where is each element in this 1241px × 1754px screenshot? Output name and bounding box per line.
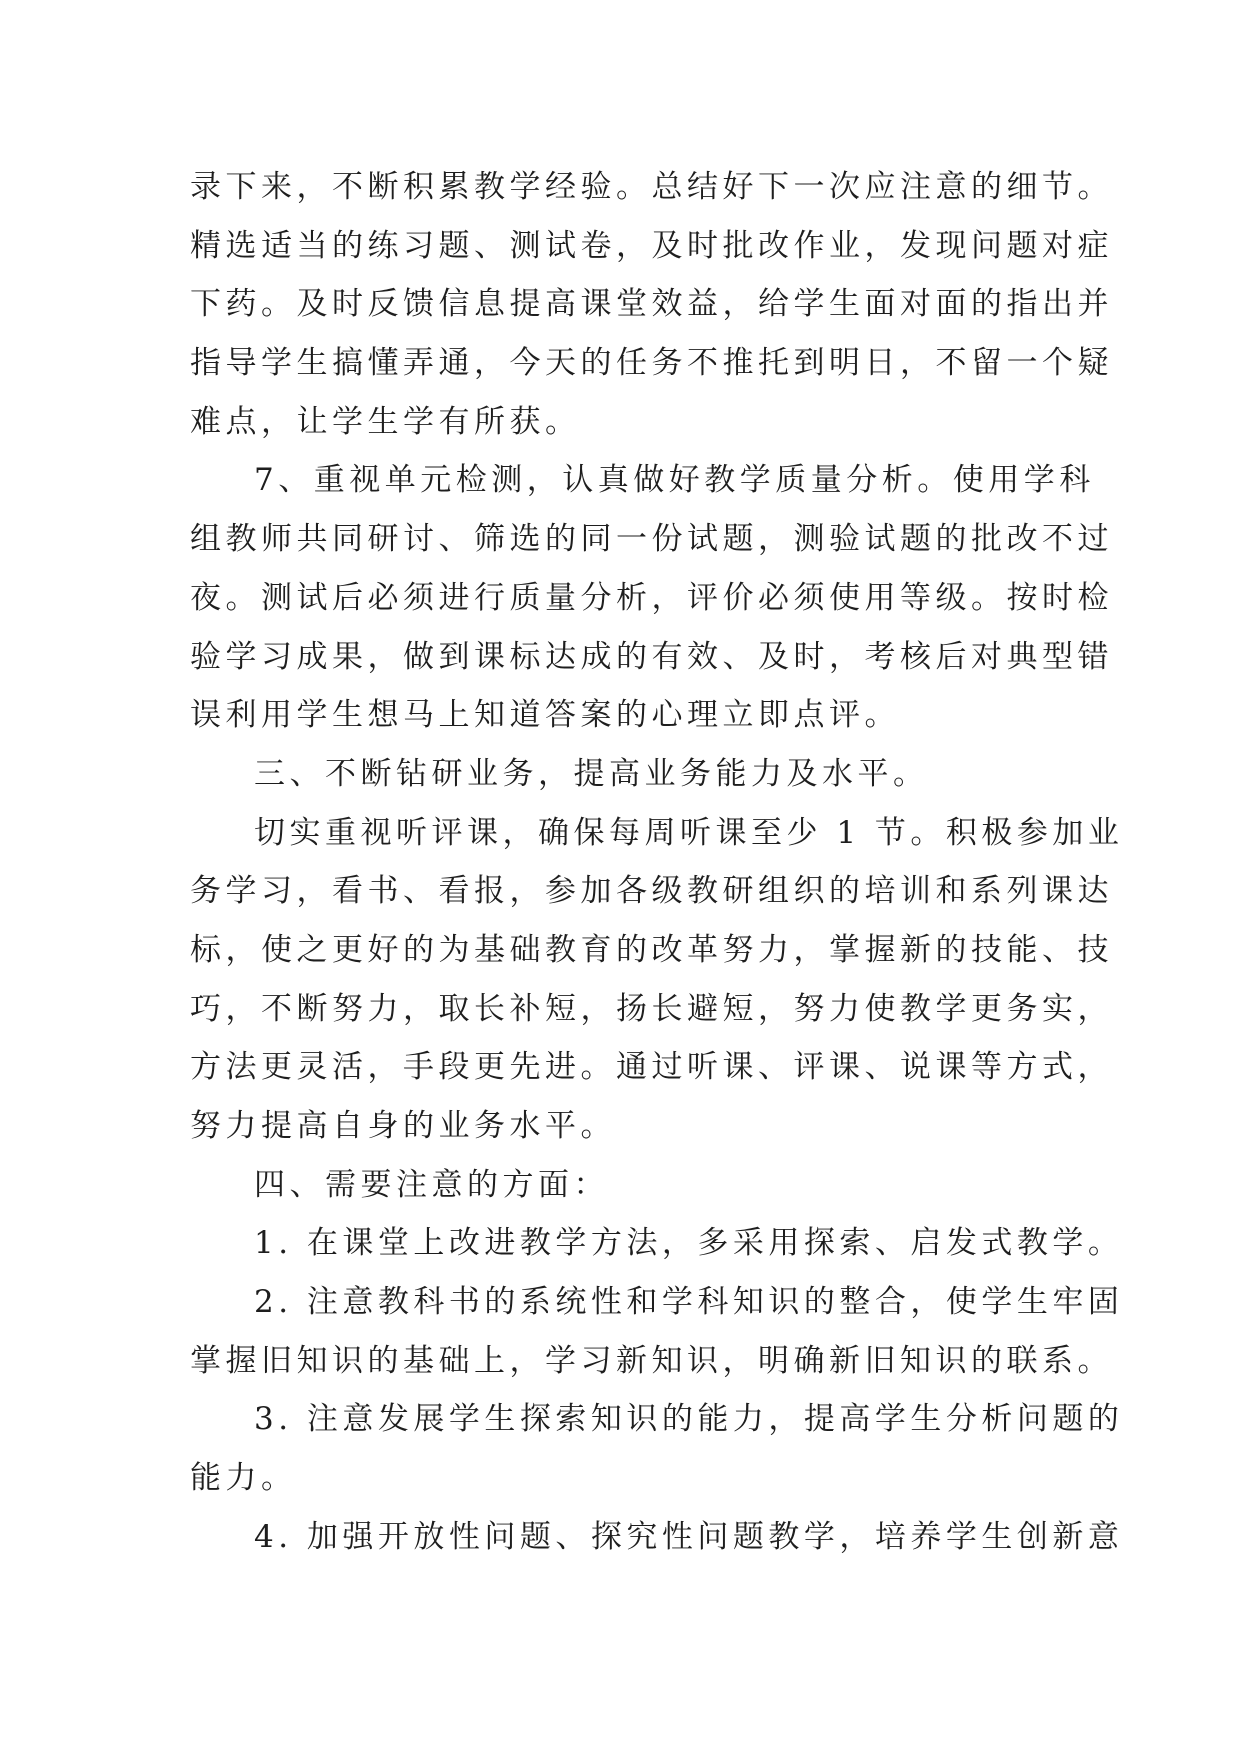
text-line: 夜。测试后必须进行质量分析，评价必须使用等级。按时检 <box>190 579 1113 616</box>
text-line: 巧，不断努力，取长补短，扬长避短，努力使教学更务实， <box>190 990 1113 1027</box>
numbered-item: 2. 注意教科书的系统性和学科知识的整合，使学生牢固 <box>254 1284 1124 1321</box>
text-line: 精选适当的练习题、测试卷，及时批改作业，发现问题对症 <box>190 227 1113 264</box>
text-line: 务学习，看书、看报，参加各级教研组织的培训和系列课达 <box>190 873 1113 910</box>
document-body <box>190 158 1124 1567</box>
numbered-item: 1. 在课堂上改进教学方法，多采用探索、启发式教学。 <box>254 1225 1124 1262</box>
text-line: 掌握旧知识的基础上，学习新知识，明确新旧知识的联系。 <box>190 1342 1113 1379</box>
text-line: 录下来，不断积累教学经验。总结好下一次应注意的细节。 <box>190 169 1113 205</box>
section-heading: 三、不断钻研业务，提高业务能力及水平。 <box>254 755 929 792</box>
paragraph-start-line: 7、重视单元检测，认真做好教学质量分析。使用学科 <box>254 462 1095 499</box>
text-line: 难点，让学生学有所获。 <box>190 403 581 440</box>
numbered-item: 3. 注意发展学生探索知识的能力，提高学生分析问题的 <box>254 1401 1124 1438</box>
text-line: 组教师共同研讨、筛选的同一份试题，测验试题的批改不过 <box>190 521 1113 558</box>
section-heading: 四、需要注意的方面： <box>254 1166 609 1203</box>
text-line: 验学习成果，做到课标达成的有效、及时，考核后对典型错 <box>190 638 1113 675</box>
text-line: 努力提高自身的业务水平。 <box>190 1108 616 1144</box>
text-line: 标，使之更好的为基础教育的改革努力，掌握新的技能、技 <box>190 931 1113 968</box>
numbered-item: 4. 加强开放性问题、探究性问题教学，培养学生创新意 <box>254 1518 1124 1555</box>
text-line: 误利用学生想马上知道答案的心理立即点评。 <box>190 697 900 734</box>
paragraph-start-line: 切实重视听评课，确保每周听课至少 1 节。积极参加业 <box>254 814 1124 851</box>
text-line: 能力。 <box>190 1460 297 1497</box>
text-line: 下药。及时反馈信息提高课堂效益，给学生面对面的指出并 <box>190 286 1113 323</box>
text-line: 方法更灵活，手段更先进。通过听课、评课、说课等方式， <box>190 1049 1113 1086</box>
text-line: 指导学生搞懂弄通，今天的任务不推托到明日，不留一个疑 <box>190 345 1113 382</box>
